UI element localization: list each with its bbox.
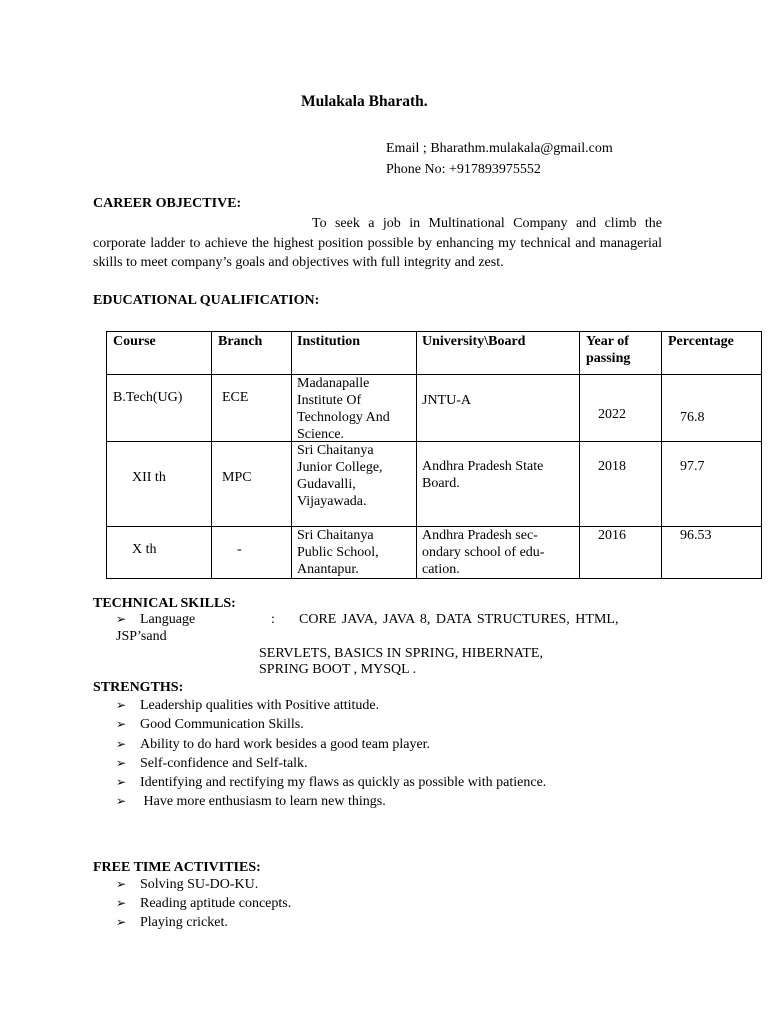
language-separator: :	[271, 612, 275, 627]
technical-skills-heading: TECHNICAL SKILLS:	[93, 596, 236, 611]
list-item	[116, 737, 430, 753]
list-item	[116, 717, 304, 733]
career-objective-text	[93, 214, 662, 273]
cell-board: Andhra Pradesh State Board.	[422, 459, 544, 491]
cell-year: 2016	[598, 528, 626, 543]
arrowhead-bullet-icon: ➢	[116, 756, 127, 770]
col-institution: Institution	[297, 334, 361, 349]
table-row	[107, 442, 762, 527]
arrowhead-bullet-icon: ➢	[116, 612, 127, 626]
activity-text: Playing cricket.	[140, 915, 228, 930]
arrowhead-bullet-icon: ➢	[116, 877, 127, 891]
strength-text: Ability to do hard work besides a good team player.	[140, 737, 431, 752]
arrowhead-bullet-icon: ➢	[116, 698, 127, 712]
list-item	[116, 756, 308, 772]
strengths-heading: STRENGTHS:	[93, 680, 184, 695]
strength-text: Self-confidence and Self-talk.	[140, 756, 308, 771]
cell-year: 2022	[598, 407, 626, 422]
education-table	[106, 331, 762, 579]
table-row	[107, 527, 762, 579]
col-percentage: Percentage	[668, 334, 734, 349]
cell-branch: MPC	[222, 470, 252, 485]
career-objective-body: To seek a job in Multinational Company and climb the corporate ladder to achieve the highest position possible by enhancing my technical and managerial skills to meet company’s goals and objectives with full integrity and zest.	[93, 216, 662, 270]
career-objective-heading: CAREER OBJECTIVE:	[93, 196, 242, 211]
skills-line-1: CORE JAVA, JAVA 8, DATA STRUCTURES, HTML,	[299, 612, 619, 627]
col-board: University\Board	[422, 334, 526, 349]
skills-line-2: SERVLETS, BASICS IN SPRING, HIBERNATE,	[259, 646, 543, 661]
strength-text: Have more enthusiasm to learn new things.	[140, 794, 386, 809]
skills-line-1-wrap: JSP’sand	[116, 629, 167, 644]
cell-course: B.Tech(UG)	[113, 390, 183, 405]
arrowhead-bullet-icon: ➢	[116, 717, 127, 731]
cell-institution: Sri Chaitanya Public School, Anantapur.	[297, 528, 379, 577]
cell-percentage: 96.53	[680, 528, 712, 543]
language-label: Language	[140, 612, 196, 627]
cell-percentage: 76.8	[680, 410, 705, 425]
free-time-heading: FREE TIME ACTIVITIES:	[93, 860, 261, 875]
email-line: Email ; Bharathm.mulakala@gmail.com	[386, 141, 613, 156]
cell-institution: Madanapalle Institute Of Technology And Science.	[297, 376, 390, 442]
cell-course: XII th	[132, 470, 166, 485]
language-row	[116, 612, 195, 628]
col-year: Year of passing	[586, 334, 631, 366]
strength-text: Leadership qualities with Positive attitude.	[140, 698, 380, 713]
cell-branch: -	[237, 542, 242, 557]
arrowhead-bullet-icon: ➢	[116, 737, 127, 751]
cell-year: 2018	[598, 459, 626, 474]
arrowhead-bullet-icon: ➢	[116, 794, 127, 808]
list-item	[116, 877, 258, 893]
col-branch: Branch	[218, 334, 263, 349]
list-item	[116, 698, 379, 714]
education-heading: EDUCATIONAL QUALIFICATION:	[93, 293, 320, 308]
activity-text: Reading aptitude concepts.	[140, 896, 292, 911]
list-item	[116, 775, 546, 791]
skills-line-3: SPRING BOOT , MYSQL .	[259, 662, 417, 677]
cell-course: X th	[132, 542, 157, 557]
table-header-row	[107, 332, 762, 375]
cell-branch: ECE	[222, 390, 249, 405]
strength-text: Good Communication Skills.	[140, 717, 304, 732]
cell-board: JNTU-A	[422, 393, 471, 408]
table-row	[107, 375, 762, 442]
phone-line: Phone No: +917893975552	[386, 162, 541, 177]
candidate-name: Mulakala Bharath.	[301, 93, 428, 110]
col-course: Course	[113, 334, 156, 349]
cell-board: Andhra Pradesh sec-ondary school of edu-cation.	[422, 528, 545, 577]
cell-percentage: 97.7	[680, 459, 705, 474]
activity-text: Solving SU-DO-KU.	[140, 877, 259, 892]
list-item	[116, 794, 386, 810]
arrowhead-bullet-icon: ➢	[116, 896, 127, 910]
list-item	[116, 915, 228, 931]
cell-institution: Sri Chaitanya Junior College, Gudavalli, Vijayawada.	[297, 443, 383, 509]
list-item	[116, 896, 291, 912]
strength-text: Identifying and rectifying my flaws as quickly as possible with patience.	[140, 775, 547, 790]
arrowhead-bullet-icon: ➢	[116, 775, 127, 789]
arrowhead-bullet-icon: ➢	[116, 915, 127, 929]
